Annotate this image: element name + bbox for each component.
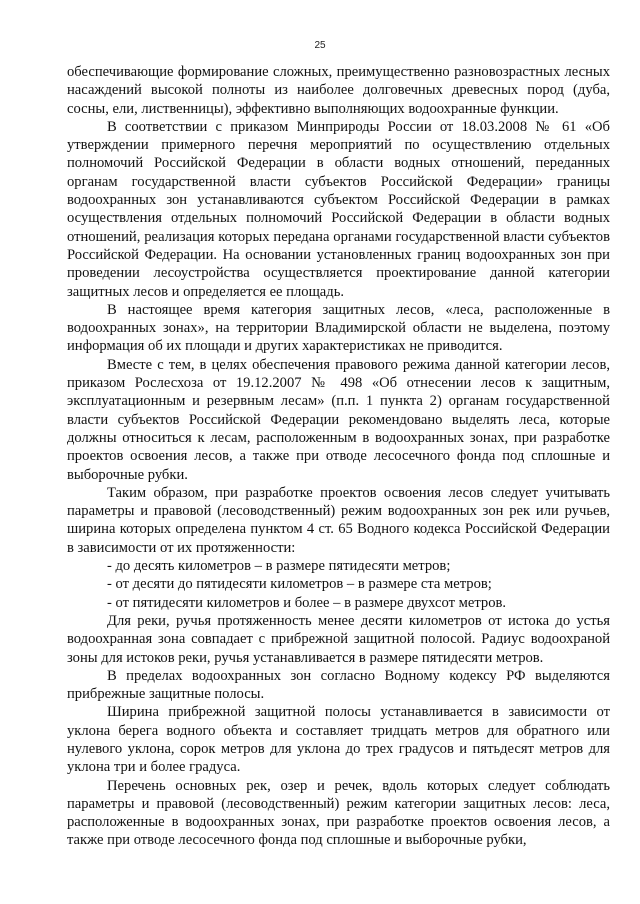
- paragraph: Ширина прибрежной защитной полосы устанавливается в зависимости от уклона берега водного объекта и составляет тридцать метров для обратного или нулевого уклона, сорок метров для уклона до трех градусов и пятьдесят метров для уклона три и более градуса.: [67, 704, 610, 776]
- paragraph: обеспечивающие формирование сложных, преимущественно разновозрастных лесных насаждений высокой полноты из наиболее долговечных древесных пород (дуба, сосны, ели, лиственницы), эффективно выполняющих водоохранные функции.: [67, 64, 610, 117]
- list-item: - до десять километров – в размере пятидесяти метров;: [107, 558, 451, 575]
- paragraph: Перечень основных рек, озер и речек, вдоль которых следует соблюдать параметры и правовой (лесоводственный) режим категории защитных лесов: леса, расположенные в водоохранных зонах, при разработке проектов освоения лесов, а также при отводе лесосечного фонда под сплошные и выборочные рубки,: [67, 777, 610, 849]
- list-item: - от десяти до пятидесяти километров – в размере ста метров;: [107, 576, 492, 593]
- document-body: [67, 63, 610, 850]
- paragraph: Для реки, ручья протяженность менее десяти километров от истока до устья водоохранная зона совпадает с прибрежной защитной полосой. Радиус водоохраной зоны для истоков реки, ручья устанавливается в размере пятидесяти метров.: [67, 612, 610, 666]
- paragraph: В пределах водоохранных зон согласно Водному кодексу РФ выделяются прибрежные защитные полосы.: [67, 667, 610, 703]
- paragraph: В соответствии с приказом Минприроды России от 18.03.2008 № 61 «Об утверждении примерного перечня мероприятий по осуществлению отдельных полномочий Российской Федерации в области водных отношений, переданных органам государственной власти субъектов Российской Федерации» границы водоохранных зон устанавливаются субъектом Российской Федерации в рамках осуществления отдельных полномочий Российской Федерации в области водных отношений, реализация которых передана органами государственной власти субъектов Российской Федерации. На основании установленных границ водоохранных зон при проведении лесоустройства осуществляется проектирование данной категории защитных лесов и определяется ее площадь.: [67, 118, 610, 300]
- list-item: - от пятидесяти километров и более – в размере двухсот метров.: [107, 594, 507, 611]
- paragraph: Таким образом, при разработке проектов освоения лесов следует учитывать параметры и правовой (лесоводственный) режим водоохранных зон рек или ручьев, ширина которых определена пунктом 4 ст. 65 Водного кодекса Российской Федерации в зависимости от их протяженности:: [67, 484, 610, 556]
- paragraph: Вместе с тем, в целях обеспечения правового режима данной категории лесов, приказом Рослесхоза от 19.12.2007 № 498 «Об отнесении лесов к защитным, эксплуатационным и резервным лесам» (п.п. 1 пункта 2) органам государственной власти субъектов Российской Федерации рекомендовано выделять леса, которые должны относиться к лесам, расположенным в водоохранных зонах, при разработке проектов освоения лесов, а также при отводе лесосечного фонда под сплошные и выборочные рубки.: [67, 356, 610, 483]
- page-number: 25: [314, 40, 326, 51]
- paragraph: В настоящее время категория защитных лесов, «леса, расположенные в водоохранных зонах», на территории Владимирской области не выделена, поэтому информация об их площади и других характеристиках не приводится.: [67, 301, 610, 355]
